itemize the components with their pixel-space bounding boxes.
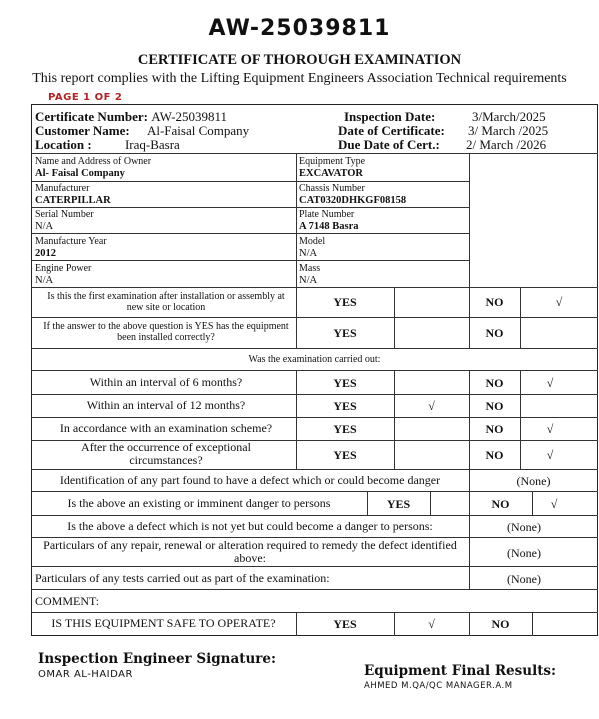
- due-date-label: Due Date of Cert.:: [338, 137, 440, 152]
- final-results-name: AHMED M.QA/QC MANAGER.A.M: [364, 681, 513, 691]
- interval-6-yes: YES: [333, 376, 357, 390]
- interval-12-question: Within an interval of 12 months?: [86, 398, 246, 412]
- interval-12-no: NO: [485, 399, 504, 413]
- engineer-signature-label: Inspection Engineer Signature:: [38, 651, 276, 667]
- installed-correctly-question: If the answer to the above question is YES has the equipment been installed correctly?: [43, 321, 289, 343]
- customer-label: Customer Name:: [35, 123, 130, 138]
- inspection-date-value: 3/March/2025: [472, 109, 546, 124]
- repair-answer: (None): [507, 546, 541, 560]
- defect-answer: (None): [516, 474, 551, 488]
- scheme-question: In accordance with an examination scheme?: [59, 421, 273, 435]
- danger-yes: YES: [386, 497, 411, 511]
- scheme-no-check: √: [546, 422, 554, 436]
- customer-value: Al-Faisal Company: [146, 123, 250, 138]
- page-indicator: PAGE 1 OF 2: [48, 92, 123, 103]
- danger-question: Is the above an existing or imminent danger to persons: [67, 496, 331, 510]
- defect-question: Identification of any part found to have a defect which or could become danger: [59, 473, 441, 487]
- due-date-value: 2/ March /2026: [466, 137, 547, 152]
- installed-yes: YES: [333, 326, 357, 340]
- future-danger-answer: (None): [507, 520, 541, 534]
- danger-no: NO: [491, 497, 510, 511]
- plate-label: Plate Number: [299, 209, 355, 220]
- equipment-type-label: Equipment Type: [299, 156, 366, 167]
- owner-label: Name and Address of Owner: [35, 156, 152, 167]
- chassis-value: CAT0320DHKGF08158: [299, 195, 407, 206]
- date-of-cert-label: Date of Certificate:: [338, 123, 445, 138]
- interval-12-yes-check: √: [428, 399, 435, 413]
- first-exam-question: Is this the first examination after installation or assembly at new site or location: [47, 291, 285, 313]
- engine-power-label: Engine Power: [35, 263, 92, 274]
- cert-number-label: Certificate Number:: [35, 109, 148, 124]
- scheme-yes: YES: [333, 422, 357, 436]
- location-label: Location :: [35, 137, 92, 152]
- inspection-date-label: Inspection Date:: [344, 109, 436, 124]
- owner-value: Al- Faisal Company: [35, 168, 125, 179]
- plate-value: A 7148 Basra: [299, 221, 359, 232]
- exceptional-no-check: √: [546, 448, 554, 462]
- equipment-type-value: EXCAVATOR: [299, 168, 363, 179]
- cert-number-value: AW-25039811: [151, 109, 227, 124]
- location-value: Iraq-Basra: [124, 137, 180, 152]
- safe-yes-check: √: [428, 617, 435, 631]
- final-results-label: Equipment Final Results:: [364, 663, 557, 679]
- safe-no: NO: [491, 617, 510, 631]
- interval-6-no: NO: [485, 376, 504, 390]
- certificate-code: AW-25039811: [208, 16, 391, 41]
- scheme-no: NO: [485, 422, 504, 436]
- future-danger-question: Is the above a defect which is not yet but could become a danger to persons:: [67, 519, 433, 533]
- danger-no-check: √: [550, 497, 558, 511]
- mass-label: Mass: [299, 263, 321, 274]
- interval-6-no-check: √: [546, 376, 554, 390]
- first-exam-no-check: √: [555, 295, 563, 309]
- tests-question: Particulars of any tests carried out as part of the examination:: [35, 571, 330, 585]
- serial-value: N/A: [35, 221, 54, 232]
- first-exam-yes: YES: [333, 295, 357, 309]
- repair-question: Particulars of any repair, renewal or alteration required to remedy the defect identified above:: [43, 538, 457, 565]
- chassis-label: Chassis Number: [299, 183, 365, 194]
- safe-question: IS THIS EQUIPMENT SAFE TO OPERATE?: [51, 616, 276, 630]
- serial-label: Serial Number: [35, 209, 94, 220]
- manufacturer-label: Manufacturer: [35, 183, 90, 194]
- model-value: N/A: [299, 248, 318, 259]
- year-label: Manufacture Year: [35, 236, 107, 247]
- engineer-name: OMAR AL-HAIDAR: [38, 669, 133, 680]
- exceptional-question: After the occurrence of exceptional circumstances?: [81, 440, 251, 467]
- interval-6-question: Within an interval of 6 months?: [89, 375, 243, 389]
- first-exam-no: NO: [485, 295, 504, 309]
- exceptional-no: NO: [485, 448, 504, 462]
- was-carried-out-heading: Was the examination carried out:: [248, 354, 381, 365]
- comment-label: COMMENT:: [35, 594, 100, 608]
- date-of-cert-value: 3/ March /2025: [468, 123, 549, 138]
- installed-no: NO: [485, 326, 504, 340]
- tests-answer: (None): [507, 572, 541, 586]
- document-title: CERTIFICATE OF THOROUGH EXAMINATION: [137, 52, 462, 68]
- location-row: [35, 137, 180, 153]
- engine-power-value: N/A: [35, 275, 54, 286]
- year-value: 2012: [35, 248, 56, 259]
- mass-value: N/A: [299, 275, 318, 286]
- safe-yes: YES: [333, 617, 357, 631]
- exceptional-yes: YES: [333, 448, 357, 462]
- model-label: Model: [299, 236, 326, 247]
- document-subtitle: This report complies with the Lifting Equipment Engineers Association Technical requirements: [32, 71, 567, 86]
- interval-12-yes: YES: [333, 399, 357, 413]
- manufacturer-value: CATERPILLAR: [35, 195, 111, 206]
